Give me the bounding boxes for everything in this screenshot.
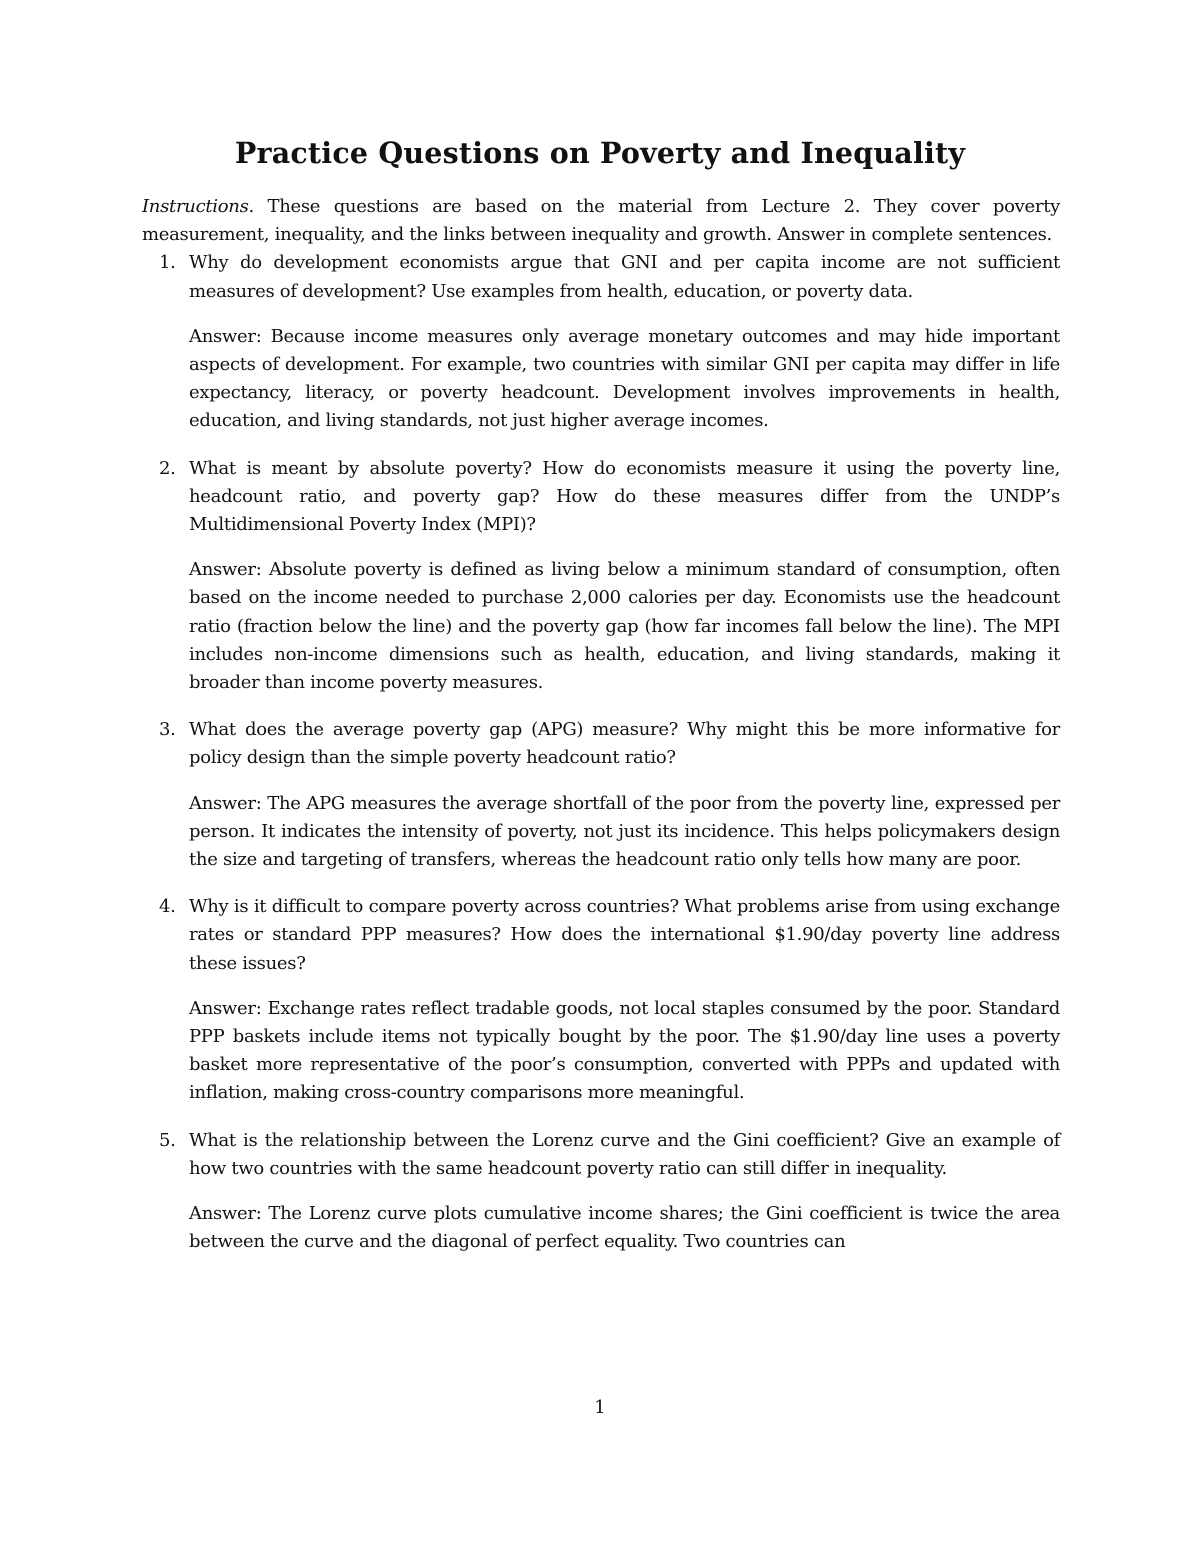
answer-text: Answer: Because income measures only average monetary outcomes and may hide important aspects of development. For example, two countries with similar GNI per capita may differ in life expectancy, literacy, or poverty headcount. Development involves improvements in health, education, and living standards, not just higher average incomes.	[189, 325, 1060, 432]
answer-text: Answer: Absolute poverty is defined as living below a minimum standard of consumption, often based on the income needed to purchase 2,000 calories per day. Economists use the headcount ratio (fraction below the line) and the poverty gap (how far incomes fall below the line). The MPI includes non-income dimensions such as health, education, and living standards, making it broader than income poverty measures.	[189, 559, 1060, 694]
question-number: 4.	[159, 896, 176, 918]
question-text: Why do development economists argue that GNI and per capita income are not sufficient measures of development? Use examples from health, education, or poverty data.	[189, 252, 1060, 302]
question-item-1	[142, 249, 1060, 435]
instructions-label: Instructions.	[142, 196, 254, 217]
question-item-2	[142, 455, 1060, 698]
question-list	[142, 249, 1060, 1256]
answer-text: Answer: Exchange rates reflect tradable goods, not local staples consumed by the poor. Standard PPP baskets include items not typically bought by the poor. The $1.90/day line uses a poverty basket more representative of the poor’s consumption, converted with PPPs and updated with inflation, making cross-country comparisons more meaningful.	[189, 997, 1060, 1104]
question-number: 5.	[159, 1129, 176, 1151]
question-text: Why is it difficult to compare poverty across countries? What problems arise from using exchange rates or standard PPP measures? How does the international $1.90/day poverty line address these issues?	[189, 896, 1060, 974]
question-item-3	[142, 716, 1060, 874]
question-number: 3.	[159, 719, 176, 741]
question-item-5	[142, 1127, 1060, 1257]
document-body	[142, 193, 1060, 1276]
question-text: What is meant by absolute poverty? How do economists measure it using the poverty line, headcount ratio, and poverty gap? How do these measures differ from the UNDP’s Multidimensional Poverty Index (MPI)?	[189, 457, 1060, 536]
answer-text: Answer: The APG measures the average shortfall of the poor from the poverty line, expressed per person. It indicates the intensity of poverty, not just its incidence. This helps policymakers design the size and targeting of transfers, whereas the headcount ratio only tells how many are poor.	[189, 792, 1060, 871]
instructions-paragraph	[142, 193, 1060, 249]
page-number: 1	[594, 1397, 606, 1418]
question-text: What is the relationship between the Lorenz curve and the Gini coefficient? Give an example of how two countries with the same headcount poverty ratio can still differ in inequality.	[189, 1129, 1060, 1179]
question-item-4	[142, 893, 1060, 1107]
question-number: 1.	[159, 252, 176, 274]
page-title: Practice Questions on Poverty and Inequality	[234, 136, 966, 170]
answer-text: Answer: The Lorenz curve plots cumulative income shares; the Gini coefficient is twice the area between the curve and the diagonal of perfect equality. Two countries can	[189, 1203, 1060, 1253]
question-number: 2.	[159, 457, 176, 479]
question-text: What does the average poverty gap (APG) measure? Why might this be more informative for policy design than the simple poverty headcount ratio?	[189, 719, 1060, 769]
instructions-text: These questions are based on the material from Lecture 2. They cover poverty measurement, inequality, and the links between inequality and growth. Answer in complete sentences.	[142, 196, 1060, 246]
